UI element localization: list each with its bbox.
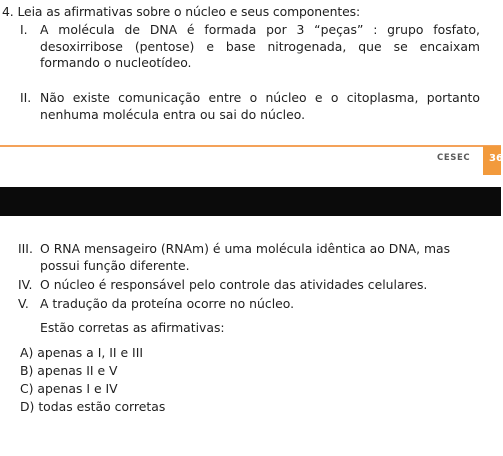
question-title: 4. Leia as afirmativas sobre o núcleo e seus componentes: (2, 4, 361, 19)
statement-3-line-2: possui função diferente. (40, 257, 190, 273)
statement-4 (18, 277, 480, 294)
statement-1-line-2: desoxirribose (pentose) e base nitrogenada, que se encaixam (40, 38, 480, 54)
page-number-badge (483, 146, 501, 175)
statement-1 (20, 22, 480, 72)
statement-3-line-1: O RNA mensageiro (RNAm) é uma molécula idêntica ao DNA, mas (40, 241, 451, 256)
page-footer-rule (0, 145, 501, 147)
statement-1-numeral: I. (20, 22, 28, 37)
option-b[interactable]: B) apenas II e V (20, 363, 118, 378)
statement-5 (18, 296, 480, 313)
statement-5-numeral: V. (18, 296, 29, 311)
option-c[interactable]: C) apenas I e IV (20, 381, 118, 396)
statement-2 (20, 90, 480, 124)
statement-5-line-1: A tradução da proteína ocorre no núcleo. (40, 296, 295, 311)
statement-4-numeral: IV. (18, 277, 33, 292)
footer-label: CESEC (437, 153, 471, 163)
option-a[interactable]: A) apenas a I, II e III (20, 345, 144, 360)
statement-2-line-2: nenhuma molécula entra ou sai do núcleo. (40, 106, 306, 122)
statement-1-line-3: formando o nucleotídeo. (40, 55, 192, 70)
statement-3 (18, 241, 480, 275)
statement-2-line-1: Não existe comunicação entre o núcleo e o citoplasma, portanto (40, 90, 480, 105)
page-number: 36 (489, 153, 503, 164)
statement-4-line-1: O núcleo é responsável pelo controle das atividades celulares. (40, 277, 428, 292)
page-break-band (0, 187, 501, 216)
option-d[interactable]: D) todas estão corretas (20, 399, 166, 414)
statement-1-line-1: A molécula de DNA é formada por 3 “peças” : grupo fosfato, (40, 22, 480, 37)
statement-2-numeral: II. (20, 90, 32, 105)
statement-3-numeral: III. (18, 241, 33, 256)
instruction-text: Estão corretas as afirmativas: (40, 320, 225, 335)
